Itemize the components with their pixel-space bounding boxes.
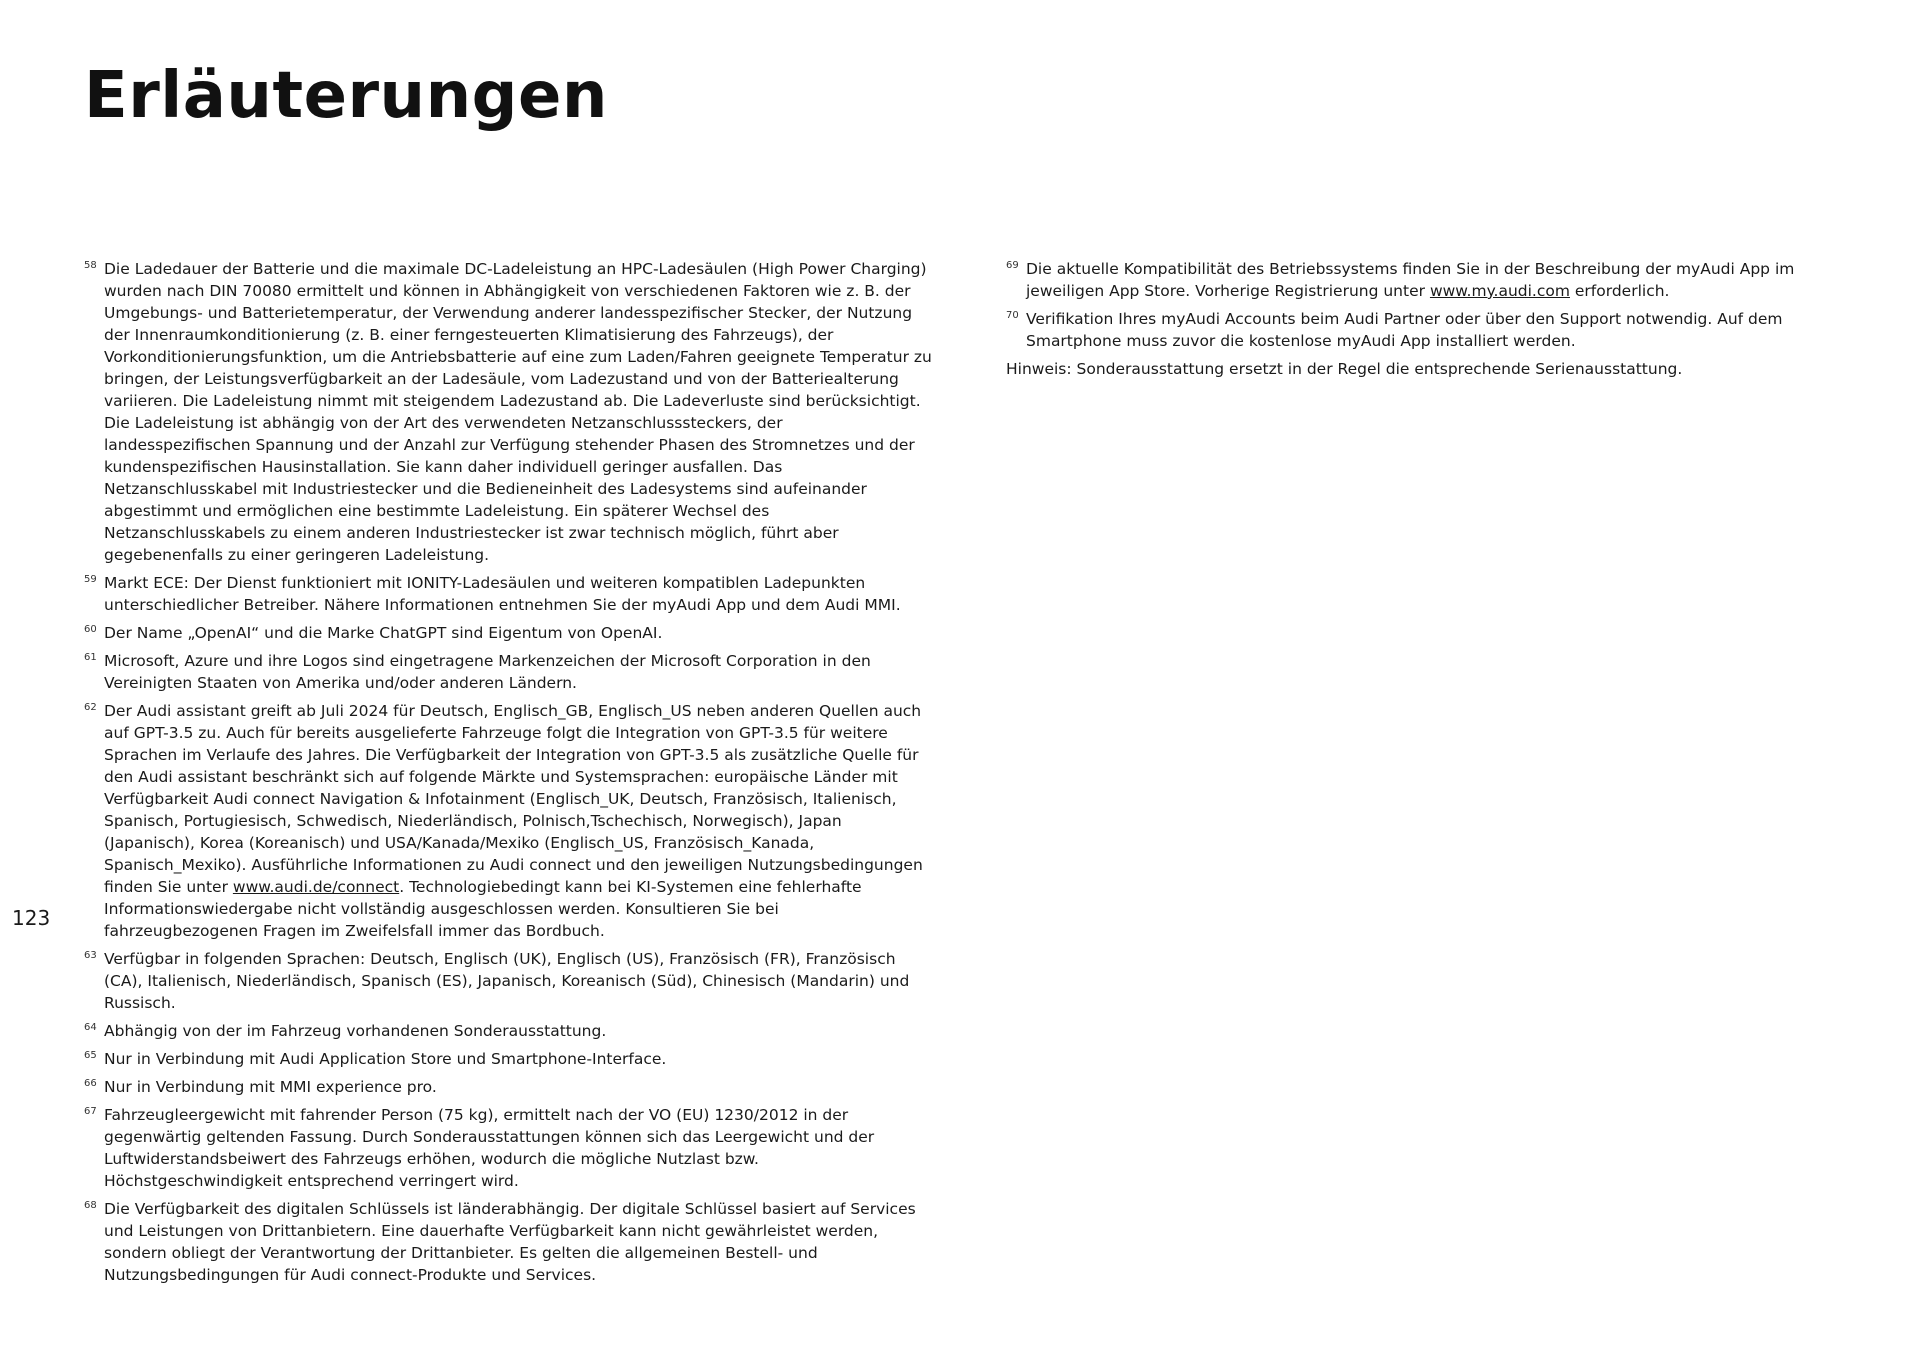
footnote-text: Die Ladedauer der Batterie und die maximale DC-Ladeleistung an HPC-Ladesäulen (High Power Charging) wurden nach DIN 70080 ermittelt und können in Abhängigkeit von verschiedenen Faktoren wie z. B. der Umgebungs- und Batterietemperatur, der Verwendung anderer landesspezifischer Stecker, der Nutzung der Innenraumkonditionierung (z. B. einer ferngesteuerten Klimatisierung des Fahrzeugs), der Vorkonditionierungsfunktion, um die Antriebsbatterie auf eine zum Laden/Fahren geeignete Temperatur zu bringen, der Leistungsverfügbarkeit an der Ladesäule, vom Ladezustand und von der Batteriealterung variieren. Die Ladeleistung nimmt mit steigendem Ladezustand ab. Die Ladeverluste sind berücksichtigt. Die Ladeleistung ist abhängig von der Art des verwendeten Netzanschlusssteckers, der landesspezifischen Spannung und der Anzahl zur Verfügung stehender Phasen des Stromnetzes und der kundenspezifischen Hausinstallation. Sie kann daher individuell geringer ausfallen. Das Netzanschlusskabel mit Industriestecker und die Bedieneinheit des Ladesystems sind aufeinander abgestimmt und ermöglichen eine bestimmte Ladeleistung. Ein späterer Wechsel des Netzanschlusskabels zu einem anderen Industriestecker ist zwar technisch möglich, führt aber gegebenenfalls zu einer geringeren Ladeleistung. <box>104 260 932 564</box>
footnote-text: Nur in Verbindung mit MMI experience pro. <box>104 1078 437 1096</box>
footnote-number: 65 <box>84 1050 97 1061</box>
footnote-67 <box>84 1104 934 1192</box>
footnote-number: 70 <box>1006 310 1019 321</box>
footnote-68 <box>84 1198 934 1286</box>
page-number: 123 <box>12 906 51 930</box>
footnote-66 <box>84 1076 934 1098</box>
footnote-text <box>1026 258 1856 302</box>
footnote-number: 63 <box>84 950 97 961</box>
footnote-text-after-link: . Technologiebedingt kann bei KI-Systemen eine fehlerhafte Informationswiedergabe nicht vollständig ausgeschlossen werden. Konsultieren Sie bei fahrzeugbezogenen Fragen im Zweifelsfall immer das Bordbuch. <box>104 878 862 940</box>
footnote-number: 66 <box>84 1078 97 1089</box>
footnote-text-after-link: erforderlich. <box>1569 282 1670 300</box>
footnote-text: Abhängig von der im Fahrzeug vorhandenen Sonderausstattung. <box>104 1022 607 1040</box>
footnote-number: 61 <box>84 652 97 663</box>
equipment-note: Hinweis: Sonderausstattung ersetzt in der Regel die entsprechende Serienausstattung. <box>1006 360 1683 378</box>
footnote-58 <box>84 258 934 566</box>
footnote-text <box>104 700 934 942</box>
footnote-text: Nur in Verbindung mit Audi Application Store und Smartphone-Interface. <box>104 1050 667 1068</box>
footnote-number: 62 <box>84 702 97 713</box>
footnote-text: Verifikation Ihres myAudi Accounts beim Audi Partner oder über den Support notwendig. Auf dem Smartphone muss zuvor die kostenlose myAudi App installiert werden. <box>1026 310 1783 350</box>
my-audi-link[interactable]: www.my.audi.com <box>1429 282 1570 300</box>
audi-connect-link[interactable]: www.audi.de/connect <box>232 878 400 896</box>
footnote-text: Der Name „OpenAI“ und die Marke ChatGPT sind Eigentum von OpenAI. <box>104 624 663 642</box>
footnote-69 <box>1006 258 1856 302</box>
footnote-number: 67 <box>84 1106 97 1117</box>
footnote-text: Markt ECE: Der Dienst funktioniert mit IONITY-Ladesäulen und weiteren kompatiblen Ladepunkten unterschiedlicher Betreiber. Nähere Informationen entnehmen Sie der myAudi App und dem Audi MMI. <box>104 574 901 614</box>
footnote-number: 59 <box>84 574 97 585</box>
footnote-text-before-link: Der Audi assistant greift ab Juli 2024 für Deutsch, Englisch_GB, Englisch_US neben anderen Quellen auch auf GPT-3.5 zu. Auch für bereits ausgelieferte Fahrzeuge folgt die Integration von GPT-3.5 für weitere Sprachen im Verlaufe des Jahres. Die Verfügbarkeit der Integration von GPT-3.5 als zusätzliche Quelle für den Audi assistant beschränkt sich auf folgende Märkte und Systemsprachen: europäische Länder mit Verfügbarkeit Audi connect Navigation & Infotainment (Englisch_UK, Deutsch, Französisch, Italienisch, Spanisch, Portugiesisch, Schwedisch, Niederländisch, Polnisch,Tschechisch, Norwegisch), Japan (Japanisch), Korea (Koreanisch) und USA/Kanada/Mexiko (Englisch_US, Französisch_Kanada, Spanisch_Mexiko). Ausführliche Informationen zu Audi connect und den jeweiligen Nutzungsbedingungen finden Sie unter <box>104 702 923 896</box>
footnote-63 <box>84 948 934 1014</box>
footnote-64 <box>84 1020 934 1042</box>
footnotes-right-column <box>1006 258 1856 380</box>
footnote-text: Microsoft, Azure und ihre Logos sind eingetragene Markenzeichen der Microsoft Corporation in den Vereinigten Staaten von Amerika und/oder anderen Ländern. <box>104 652 871 692</box>
footnote-text: Fahrzeugleergewicht mit fahrender Person (75 kg), ermittelt nach der VO (EU) 1230/2012 in der gegenwärtig geltenden Fassung. Durch Sonderausstattungen können sich das Leergewicht und der Luftwiderstandsbeiwert des Fahrzeugs erhöhen, wodurch die mögliche Nutzlast bzw. Höchstgeschwindigkeit entsprechend verringert wird. <box>104 1106 875 1190</box>
footnote-65 <box>84 1048 934 1070</box>
footnote-70 <box>1006 308 1856 352</box>
footnote-60 <box>84 622 934 644</box>
footnote-text: Die Verfügbarkeit des digitalen Schlüssels ist länderabhängig. Der digitale Schlüssel basiert auf Services und Leistungen von Drittanbietern. Eine dauerhafte Verfügbarkeit kann nicht gewährleistet werden, sondern obliegt der Verantwortung der Drittanbieter. Es gelten die allgemeinen Bestell- und Nutzungsbedingungen für Audi connect-Produkte und Services. <box>104 1200 916 1284</box>
footnote-number: 64 <box>84 1022 97 1033</box>
footnote-number: 58 <box>84 260 97 271</box>
footnote-number: 68 <box>84 1200 97 1211</box>
footnote-text: Verfügbar in folgenden Sprachen: Deutsch, Englisch (UK), Englisch (US), Französisch (FR), Französisch (CA), Italienisch, Niederländisch, Spanisch (ES), Japanisch, Koreanisch (Süd), Chinesisch (Mandarin) und Russisch. <box>104 950 910 1012</box>
footnote-59 <box>84 572 934 616</box>
footnote-number: 69 <box>1006 260 1019 271</box>
footnotes-left-column <box>84 258 934 1292</box>
footnote-number: 60 <box>84 624 97 635</box>
footnote-62 <box>84 700 934 942</box>
footnote-61 <box>84 650 934 694</box>
page-title: Erläuterungen <box>84 59 608 133</box>
footnote-text-before-link: Die aktuelle Kompatibilität des Betriebssystems finden Sie in der Beschreibung der myAudi App im jeweiligen App Store. Vorherige Registrierung unter <box>1026 260 1795 300</box>
